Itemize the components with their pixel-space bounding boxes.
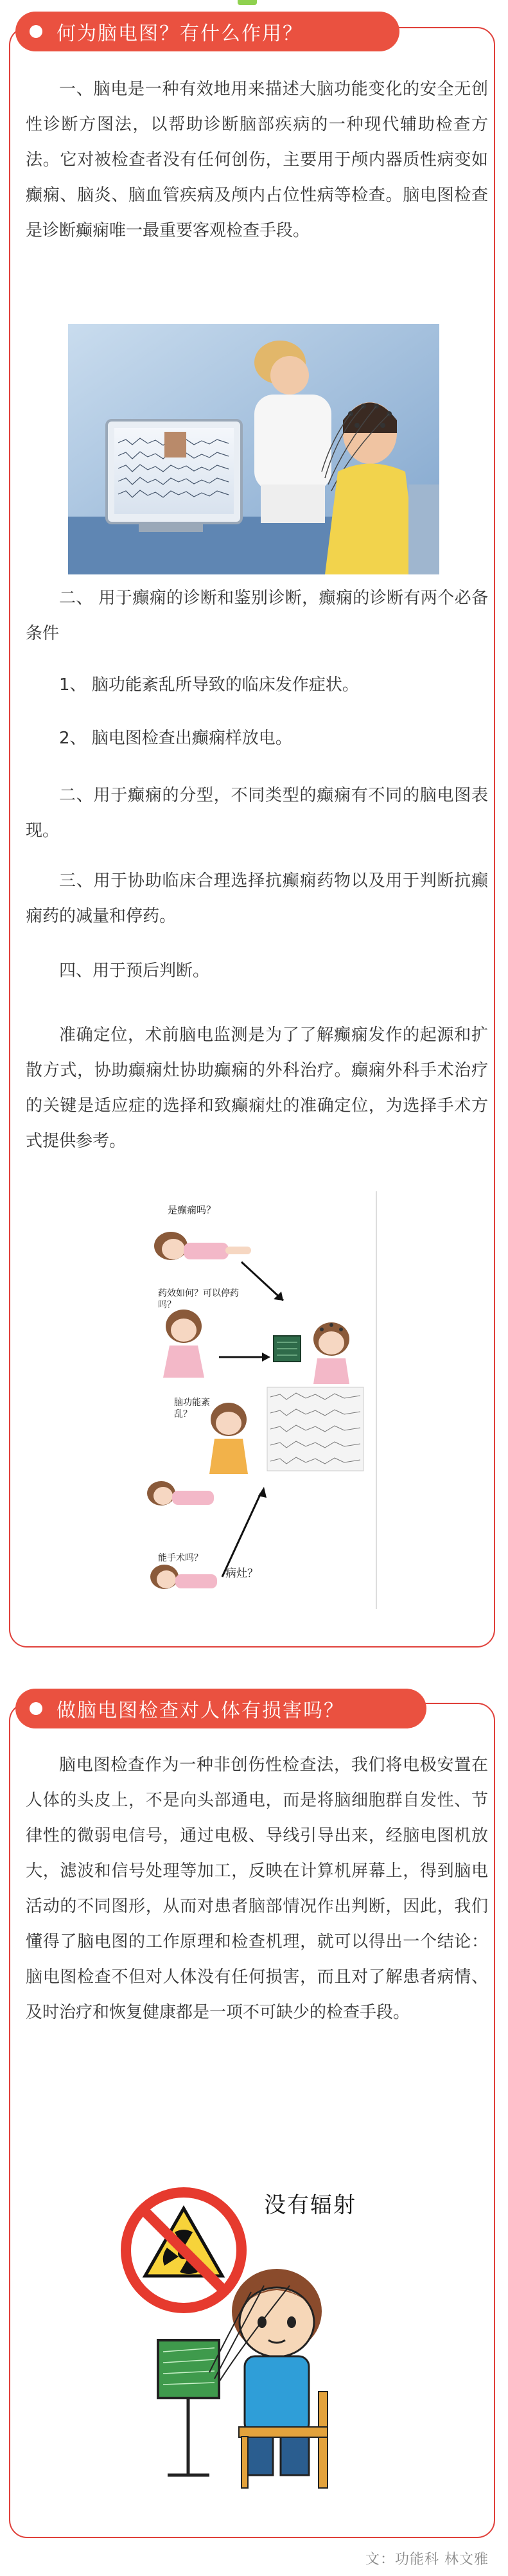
- no-radiation-illustration: [113, 2180, 389, 2514]
- section-card-eeg-safety: [9, 1700, 495, 2538]
- section-title-pill: [15, 1689, 426, 1728]
- cartoon-bubble-2: 药效如何？可以停药吗？: [158, 1288, 239, 1310]
- paragraph-localize: 准确定位，术前脑电监测是为了了解癫痫发作的起源和扩散方式，协助癫痫灶协助癫痫的外科治疗。癫痫外科手术治疗的关键是适应症的选择和致癫痫灶的准确定位，为选择手术方式提供参考。: [26, 1026, 488, 1151]
- paragraph-point3: 三、用于协助临床合理选择抗癫痫药物以及用于判断抗癫痫药的减量和停药。: [26, 871, 488, 926]
- cartoon-text-no-radiation: 没有辐射: [264, 2192, 356, 2218]
- section-card-eeg-purpose: [9, 22, 495, 1648]
- paragraph-point4: 四、用于预后判断。: [59, 961, 210, 981]
- cartoon-bubble-5: 病灶？: [225, 1567, 258, 1580]
- bullet-dot-icon: [30, 1702, 42, 1715]
- epilepsy-cartoon-illustration: [145, 1191, 383, 1609]
- paragraph-point2: 二、 用于癫痫的诊断和鉴别诊断，癫痫的诊断有两个必备条件: [26, 589, 488, 643]
- cartoon-bubble-4: 能手术吗？: [158, 1553, 203, 1563]
- section-title-pill: [15, 12, 399, 51]
- cartoon-bubble-1: 是癫痫吗？: [168, 1204, 216, 1216]
- paragraph-condition1: 1、 脑功能紊乱所导致的临床发作症状。: [59, 675, 359, 695]
- eeg-exam-photo: [68, 324, 439, 574]
- paragraph-intro: 一、脑电是一种有效地用来描述大脑功能变化的安全无创性诊断方图法，以帮助诊断脑部疾病的一种现代辅助检查方法。它对被检查者没有任何创伤，主要用于颅内器质性病变如癫痫、脑炎、脑血管疾病及颅内占位性病等检查。脑电图检查是诊断癫痫唯一最重要客观检查手段。: [26, 80, 488, 240]
- bullet-dot-icon: [30, 25, 42, 38]
- paragraph-condition2: 2、 脑电图检查出癫痫样放电。: [59, 729, 292, 748]
- author-credit: 文：功能科 林文雅: [365, 2552, 489, 2568]
- paragraph-point2b: 二、用于癫痫的分型，不同类型的癫痫有不同的脑电图表现。: [26, 786, 488, 840]
- section-title: 何为脑电图？有什么作用？: [57, 22, 303, 45]
- paragraph-safety: 脑电图检查作为一种非创伤性检查法，我们将电极安置在人体的头皮上，不是向头部通电，而是将脑细胞群自发性、节律性的微弱电信号，通过电极、导线引导出来，经脑电图机放大，滤波和信号处理等加工，反映在计算机屏幕上，得到脑电活动的不同图形，从而对患者脑部情况作出判断，因此，我们懂得了脑电图的工作原理和检查机理，就可以得出一个结论：脑电图检查不但对人体没有任何损害，而且对了解患者病情、及时治疗和恢复健康都是一项不可缺少的检查手段。: [26, 1755, 488, 2022]
- section-title: 做脑电图检查对人体有损害吗？: [57, 1700, 344, 1722]
- cartoon-bubble-3: 脑功能紊乱？: [174, 1398, 210, 1419]
- top-decoration: [238, 0, 257, 5]
